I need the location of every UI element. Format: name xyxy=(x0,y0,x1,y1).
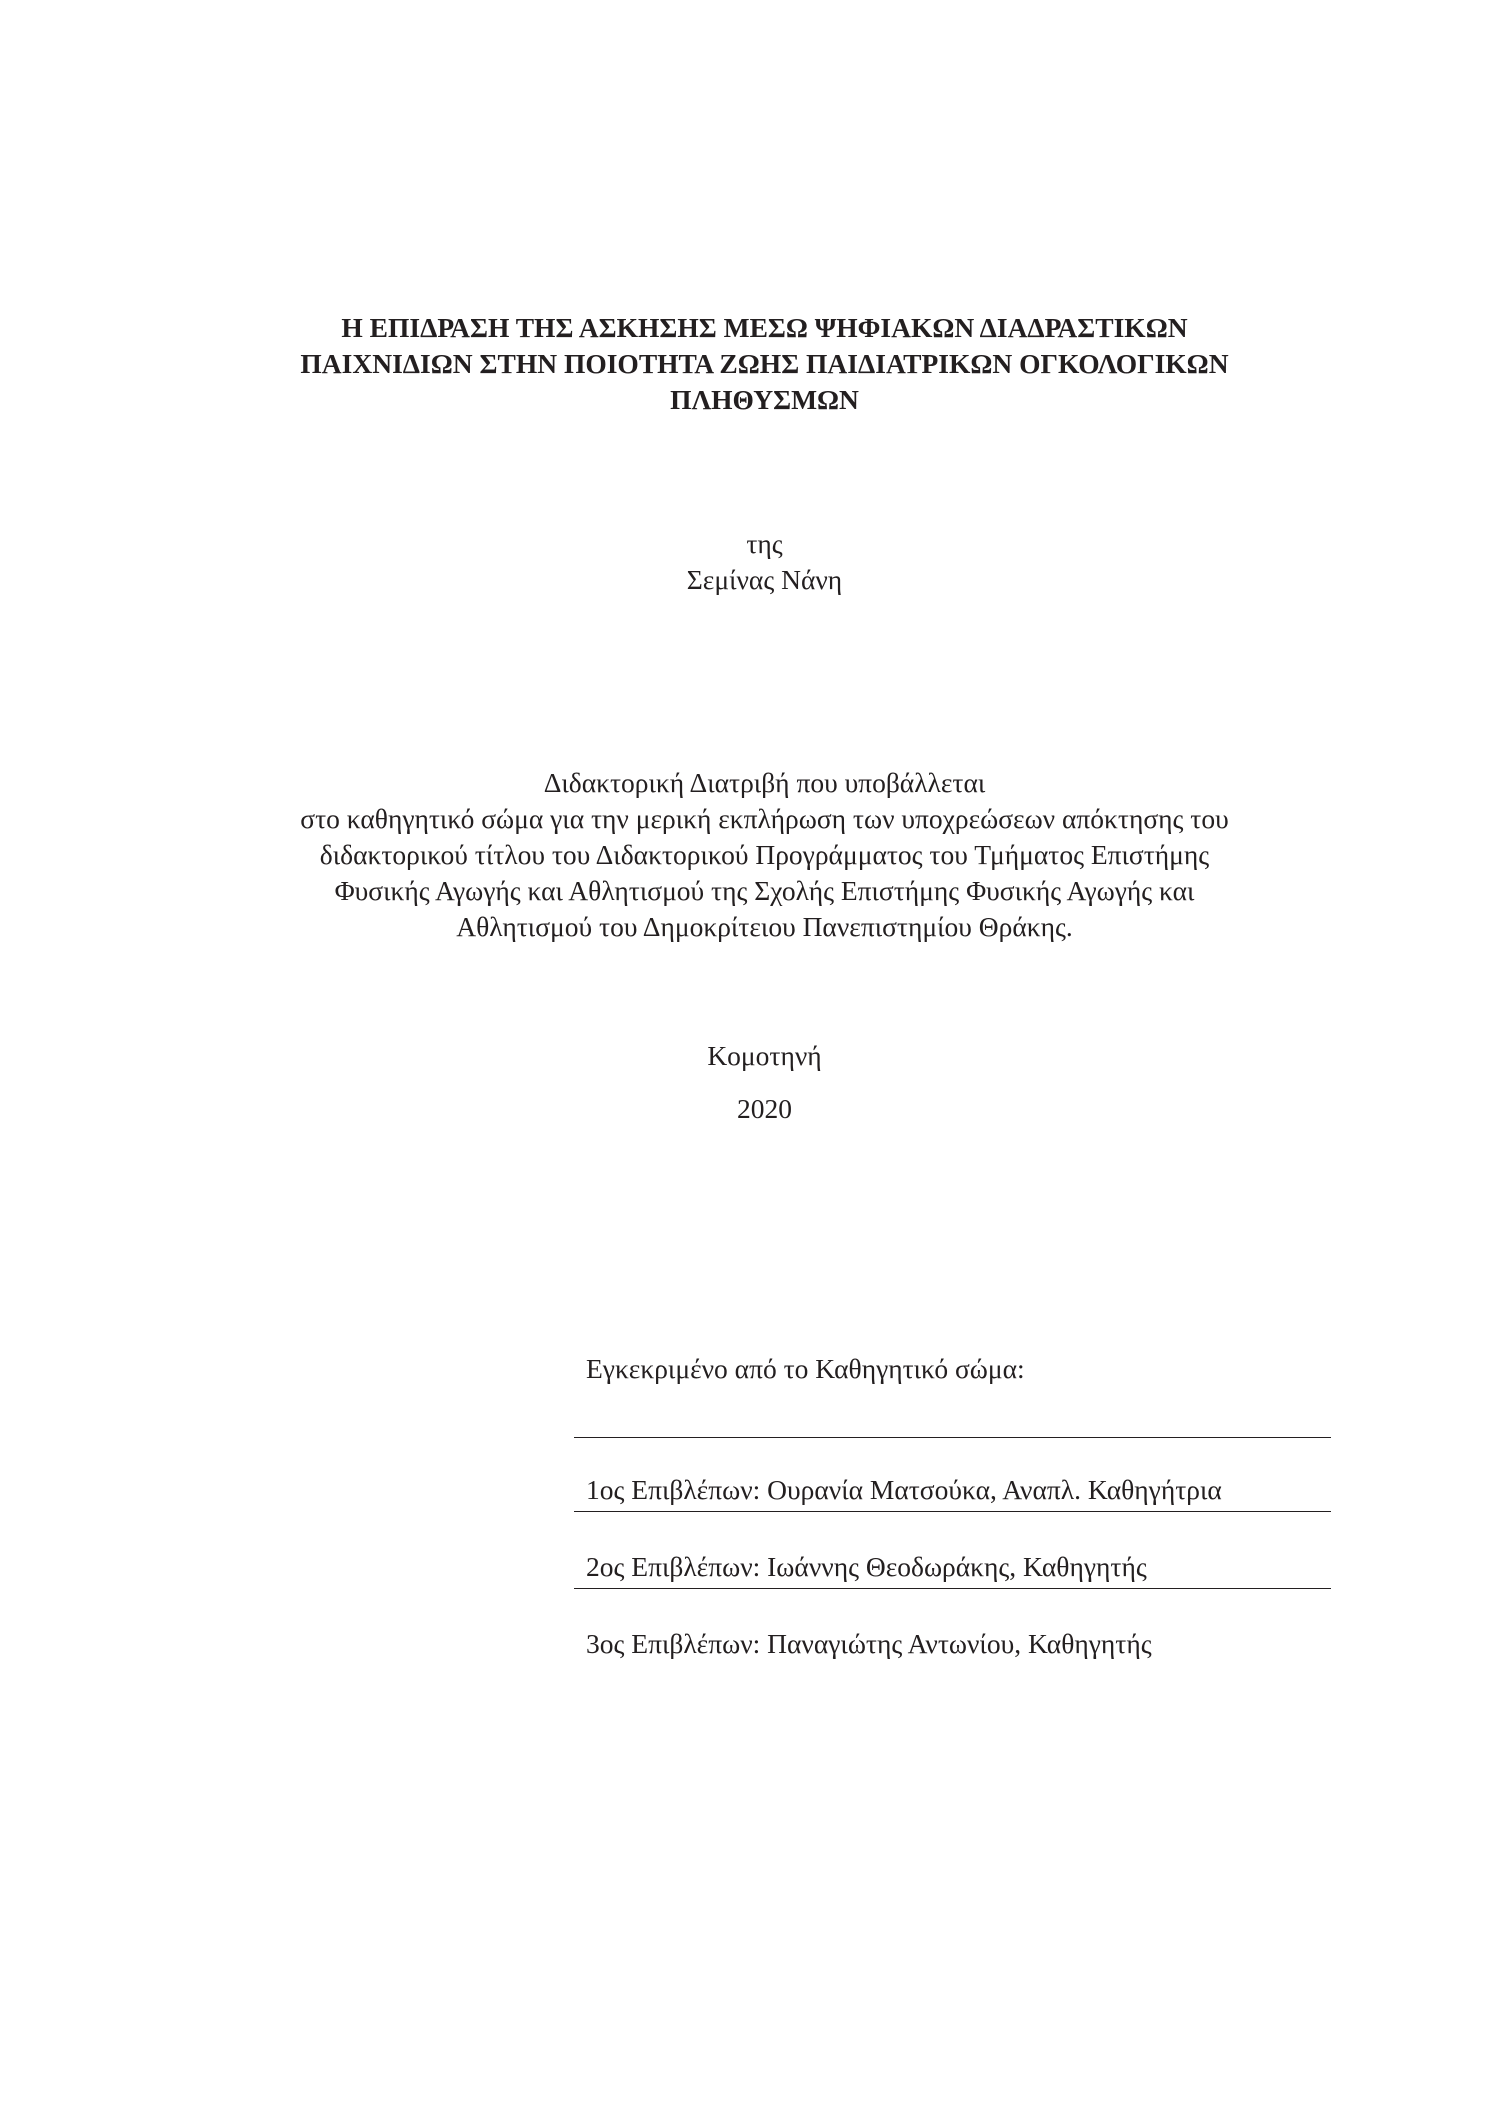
thesis-line-1: Διδακτορική Διατριβή που υποβάλλεται xyxy=(543,767,986,798)
thesis-line-3: διδακτορικού τίτλου του Διδακτορικού Προγράμματος του Τμήματος Επιστήμης xyxy=(319,839,1210,870)
title-line-2: ΠΑΙΧΝΙΔΙΩΝ ΣΤΗΝ ΠΟΙΟΤΗΤΑ ΖΩΗΣ ΠΑΙΔΙΑΤΡΙΚΩΝ ΟΓΚΟΛΟΓΙΚΩΝ xyxy=(300,348,1229,379)
committee-block xyxy=(574,1351,1331,1662)
thesis-line-4: Φυσικής Αγωγής και Αθλητισμού της Σχολής Επιστήμης Φυσικής Αγωγής και xyxy=(334,875,1195,906)
supervisor-2: 2ος Επιβλέπων: Ιωάννης Θεοδωράκης, Καθηγητής xyxy=(586,1551,1147,1582)
supervisor-1: 1ος Επιβλέπων: Ουρανία Ματσούκα, Αναπλ. Καθηγήτρια xyxy=(586,1474,1222,1505)
author-prefix: της xyxy=(746,528,783,559)
title-line-3: ΠΛΗΘΥΣΜΩΝ xyxy=(670,384,859,415)
thesis-line-2: στο καθηγητικό σώμα για την μερική εκπλήρωση των υποχρεώσεων απόκτησης του xyxy=(300,803,1229,834)
supervisor-3: 3ος Επιβλέπων: Παναγιώτης Αντωνίου, Καθηγητής xyxy=(586,1628,1152,1659)
thesis-description xyxy=(200,765,1329,945)
year-text: 2020 xyxy=(737,1093,792,1124)
committee-heading: Εγκεκριμένο από το Καθηγητικό σώμα: xyxy=(586,1353,1025,1384)
place-text: Κομοτηνή xyxy=(707,1040,822,1071)
signature-line-1 xyxy=(574,1511,1331,1512)
signature-line-2 xyxy=(574,1588,1331,1589)
signature-line-top xyxy=(574,1437,1331,1438)
year xyxy=(200,1091,1329,1127)
author-block xyxy=(200,526,1329,598)
thesis-line-5: Αθλητισμού του Δημοκρίτειου Πανεπιστημίου Θράκης. xyxy=(456,911,1073,942)
title-line-1: Η ΕΠΙΔΡΑΣΗ ΤΗΣ ΑΣΚΗΣΗΣ ΜΕΣΩ ΨΗΦΙΑΚΩΝ ΔΙΑΔΡΑΣΤΙΚΩΝ xyxy=(341,312,1188,343)
place xyxy=(200,1038,1329,1074)
thesis-title xyxy=(200,310,1329,418)
author-name: Σεμίνας Νάνη xyxy=(686,564,843,595)
